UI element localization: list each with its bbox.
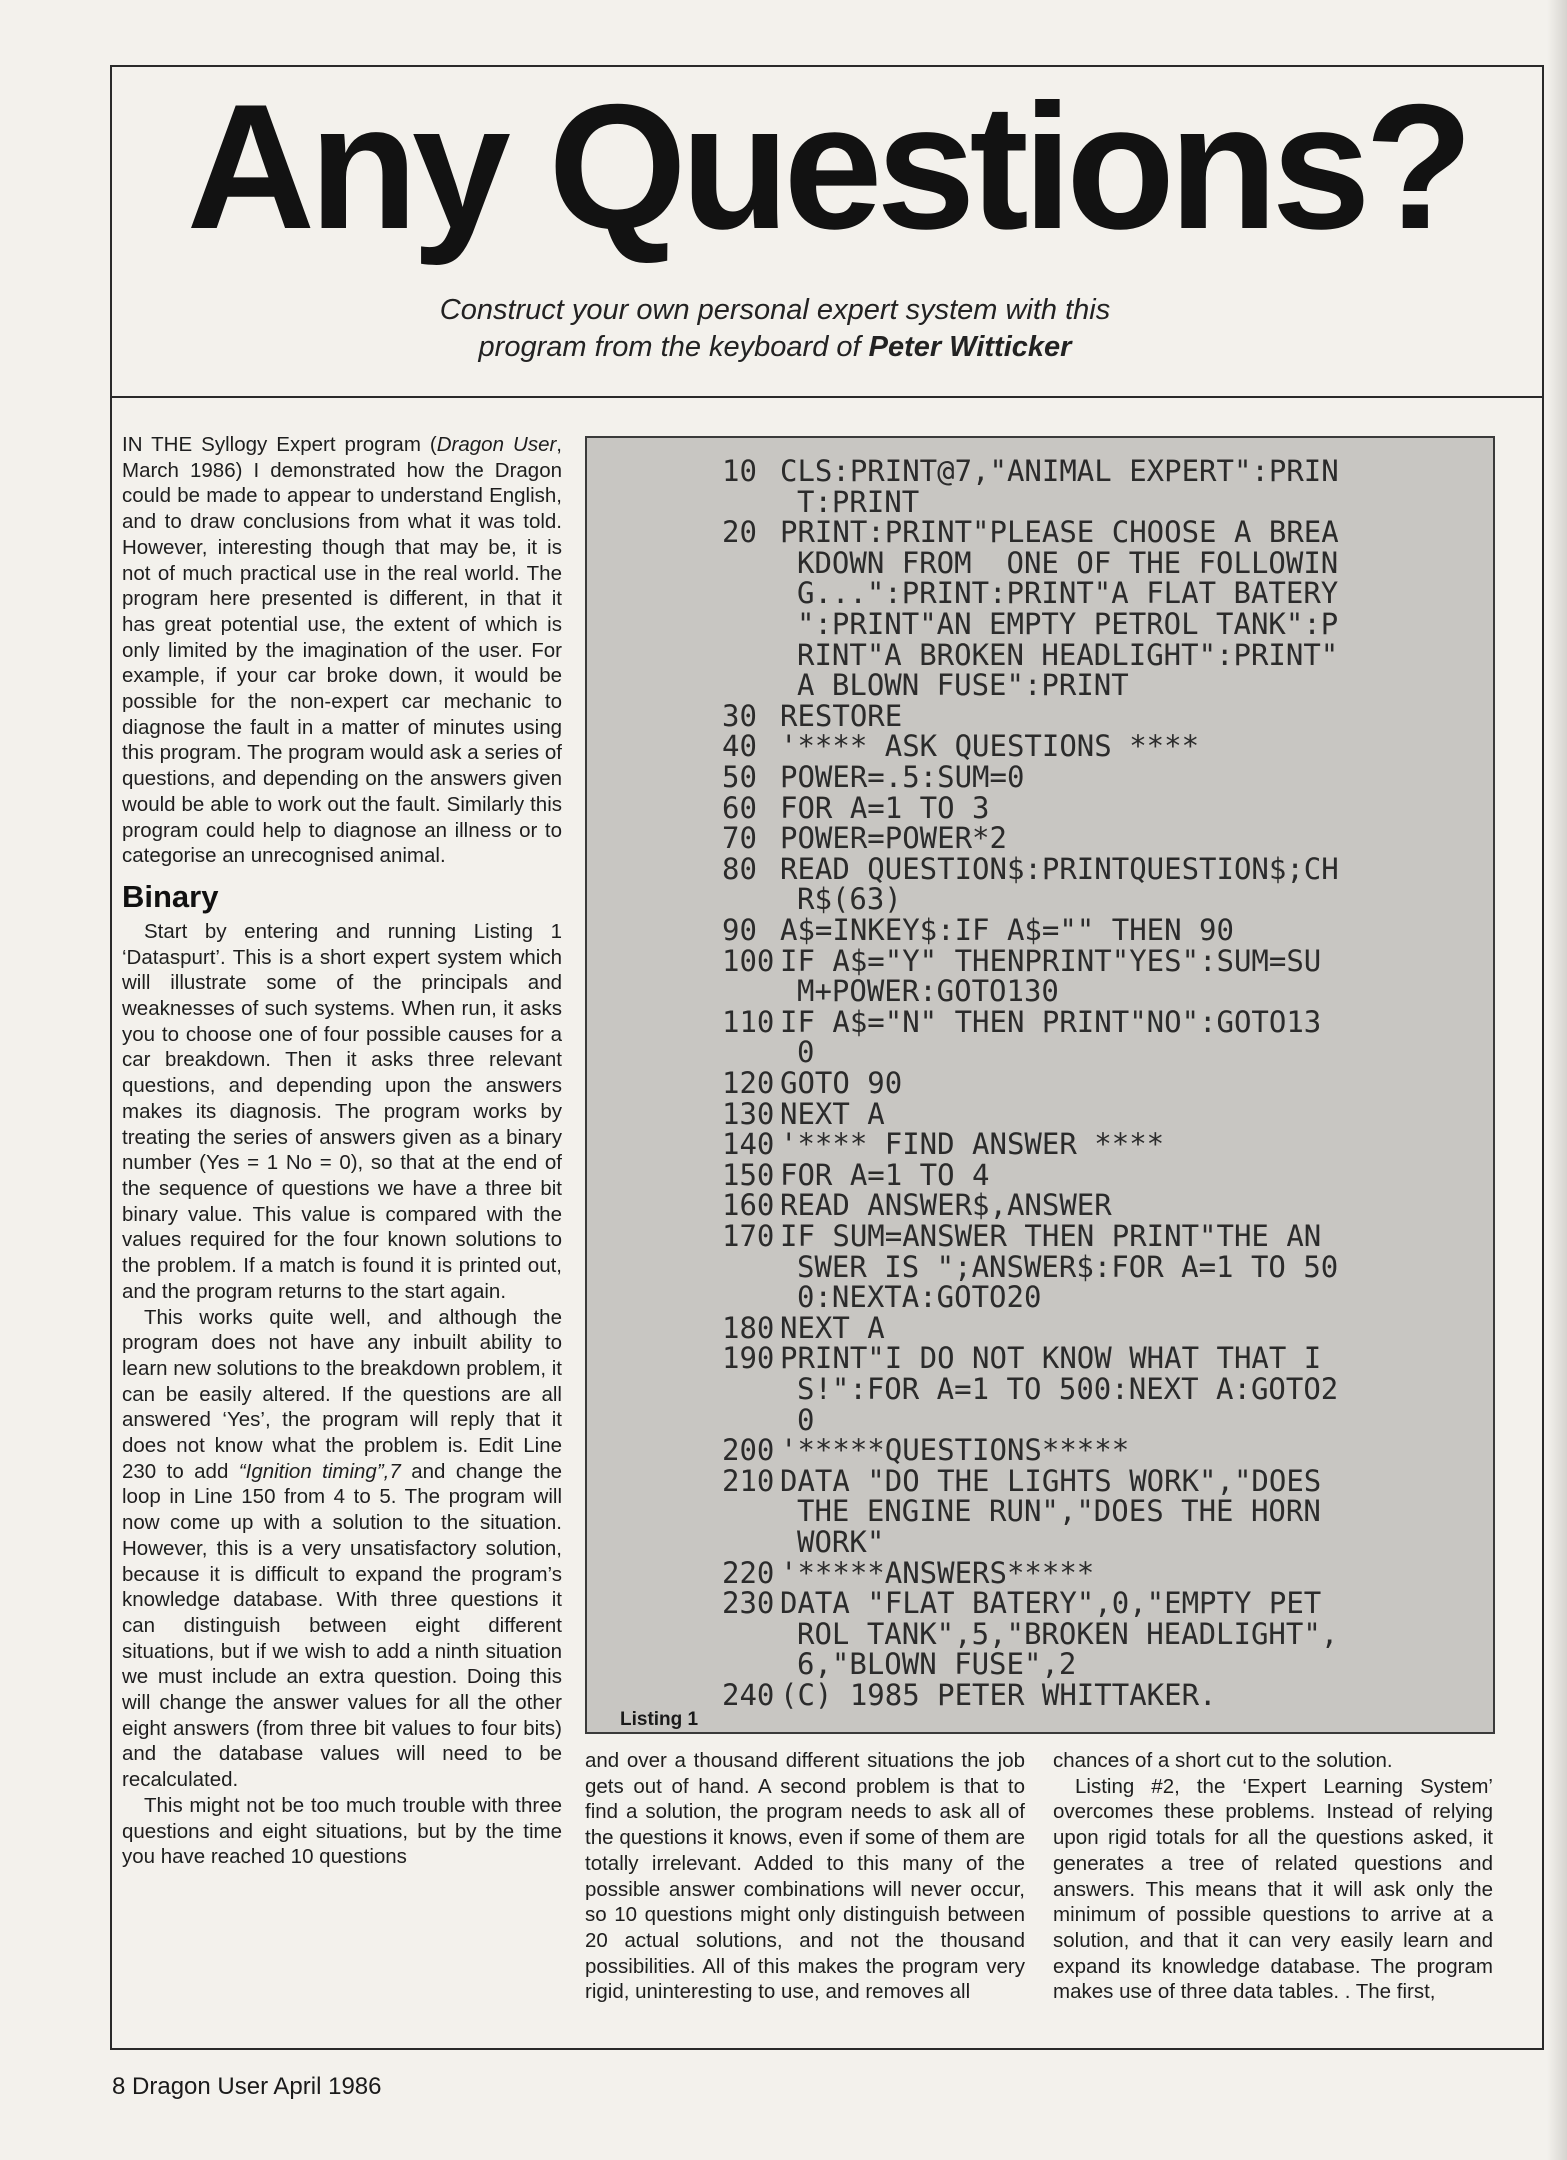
code-text: T:PRINT [797,484,920,519]
line-number: 120 [722,1066,775,1100]
intro-paragraph: IN THE Syllogy Expert program (Dragon User, March 1986) I demonstrated how the Dragon could be made to appear to understand English, and to draw conclusions from what it was told. However, interesting though that may be, it is not of much practical use in the real world. The program here presented is different, in that it has great potential use, the extent of which is only limited by the imagination of the user. For example, if your car broke down, it would be possible for the non-expert car mechanic to diagnose the fault in a matter of minutes using this program. The program would ask a series of questions, and depending on the answers given would be able to work out the fault. Similarly this program could help to diagnose an illness or to categorise an unrecognised animal. [122,433,562,868]
line-number: 50 [722,760,757,794]
line-number: 200 [722,1433,775,1468]
code-text: DATA "DO THE LIGHTS WORK","DOES [780,1463,1322,1498]
code-text: RESTORE [780,698,903,733]
line-number: 210 [722,1463,775,1498]
page-title: Any Questions? [186,67,1468,266]
code-text: IF A$="N" THEN PRINT"NO":GOTO13 [780,1004,1322,1039]
line-number: 100 [722,943,775,978]
line-number: 10 [722,454,757,488]
title-divider [110,396,1544,398]
code-text: NEXT A [780,1310,885,1345]
body-paragraph: chances of a short cut to the solution. [1053,1749,1393,1772]
code-text: IF A$="Y" THENPRINT"YES":SUM=SU [780,943,1322,978]
code-text: '*****QUESTIONS***** [780,1433,1130,1468]
body-paragraph: and over a thousand different situations the job gets out of hand. A second problem is that to find a solution, the program needs to ask all of the questions it knows, even if some of them are totally irrelevant. Added to this many of the possible answer combinations will never occur, so 10 questions might only distinguish between 20 actual solutions, and not the thousand possibilities. All of this makes the program very rigid, uninteresting to use, and removes all [585,1749,1025,2004]
section-heading: Binary [122,878,219,914]
code-text: A BLOWN FUSE":PRINT [797,668,1129,703]
line-number: 140 [722,1127,775,1162]
standfirst-line-1: Construct your own personal expert system with this [439,294,1111,326]
line-number: 130 [722,1096,775,1131]
code-text: A$=INKEY$:IF A$="" THEN 90 [780,913,1234,947]
code-text: 0 [797,1402,815,1437]
code-text: SWER IS ";ANSWER$:FOR A=1 TO 50 [797,1249,1339,1284]
code-text: FOR A=1 TO 3 [780,790,990,825]
code-text: FOR A=1 TO 4 [780,1157,990,1192]
code-text: PRINT"I DO NOT KNOW WHAT THAT I [780,1341,1322,1376]
code-text: READ QUESTION$:PRINTQUESTION$;CH [780,851,1339,886]
article-standfirst [300,292,1250,366]
body-paragraph: This might not be too much trouble with three questions and eight situations, but by the time you have reached 10 questions [122,1793,562,1869]
code-text: '**** FIND ANSWER **** [780,1127,1165,1162]
code-text: IF SUM=ANSWER THEN PRINT"THE AN [780,1219,1322,1253]
line-number: 150 [722,1157,775,1192]
code-listing-box [585,436,1495,1734]
code-text: POWER=POWER*2 [780,821,1007,856]
code-text: CLS:PRINT@7,"ANIMAL EXPERT":PRIN [780,454,1339,488]
code-text: NEXT A [780,1096,885,1131]
body-column-2 [585,1748,1025,2005]
code-text: 6,"BLOWN FUSE",2 [797,1647,1077,1682]
edit-example: “Ignition timing”,7 [238,1459,401,1483]
code-text: READ ANSWER$,ANSWER [780,1188,1112,1223]
code-text: (C) 1985 PETER WHITTAKER. [780,1678,1217,1712]
code-text: POWER=.5:SUM=0 [780,760,1025,794]
publication-ref: Dragon User [436,433,557,456]
line-number: 170 [722,1219,775,1253]
code-text: '**** ASK QUESTIONS **** [780,729,1200,764]
line-number: 110 [722,1004,775,1039]
line-number: 80 [722,851,757,886]
line-number: 220 [722,1555,775,1590]
code-text: GOTO 90 [780,1066,903,1100]
code-text: ":PRINT"AN EMPTY PETROL TANK":P [797,607,1339,641]
code-text: WORK" [797,1525,885,1559]
line-number: 190 [722,1341,775,1376]
code-text: ROL TANK",5,"BROKEN HEADLIGHT", [797,1616,1339,1651]
body-paragraph: Start by entering and running Listing 1 ‘Dataspurt’. This is a short expert system which will illustrate some of the principals and weaknesses of such systems. When run, it asks you to choose one of four possible causes for a car breakdown. Then it asks three relevant questions, and depending upon the answers makes its diagnosis. The program works by treating the series of answers given as a binary number (Yes = 1 No = 0), so that at the end of the sequence of questions we have a three bit binary value. This value is compared with the values required for the four known solutions to the problem. If a match is found it is printed out, and the program returns to the start again. [122,919,562,1303]
body-paragraph: Listing #2, the ‘Expert Learning System’ overcomes these problems. Instead of relying upon rigid totals for all the questions asked, it generates a tree of related questions and answers. This means that it will ask only the minimum of possible questions to arrive at a solution, and that it can very easily learn and expand its knowledge database. The program makes use of three data tables. . The first, [1053,1774,1493,2004]
body-paragraph: This works quite well, and although the program does not have any inbuilt ability to learn new solutions to the breakdown problem, it can be easily altered. If the questions are all answered ‘Yes’, the program will reply that it does not know what the problem is. Edit Line 230 to add “Ignition timing”,7 and change the loop in Line 150 from 4 to 5. The program will now come up with a solution to the situation. However, this is a very unsatisfactory solution, because it is difficult to expand the program’s knowledge database. With three questions it can distinguish between eight different situations, but if we wish to add a ninth situation we must include an extra question. Doing this will change the answer values for all the other eight answers (from three bit values to four bits) and the database values will need to be recalculated. [122,1305,563,1792]
code-text: THE ENGINE RUN","DOES THE HORN [797,1494,1321,1529]
code-text: S!":FOR A=1 TO 500:NEXT A:GOTO2 [797,1372,1339,1406]
code-text: RINT"A BROKEN HEADLIGHT":PRINT" [797,637,1339,672]
line-number: 230 [722,1586,775,1621]
line-number: 60 [722,790,757,825]
line-number: 180 [722,1310,775,1345]
listing-caption: Listing 1 [620,1709,699,1730]
page-edge-shadow [1547,0,1567,2160]
code-text: 0:NEXTA:GOTO20 [797,1280,1042,1315]
code-text: KDOWN FROM ONE OF THE FOLLOWIN [797,545,1339,580]
code-text: 0 [797,1035,815,1070]
line-number: 20 [722,515,757,550]
line-number: 240 [722,1678,775,1712]
standfirst-line-2: program from the keyboard of Peter Witticker [478,331,1072,363]
code-text: M+POWER:GOTO130 [797,974,1059,1009]
page-footer: 8 Dragon User April 1986 [112,2073,382,2100]
line-number: 40 [722,729,757,764]
body-column-3 [1053,1748,1493,2005]
code-text: PRINT:PRINT"PLEASE CHOOSE A BREA [780,515,1339,550]
code-text: DATA "FLAT BATERY",0,"EMPTY PET [780,1586,1322,1621]
code-text: G...":PRINT:PRINT"A FLAT BATERY [797,576,1339,611]
code-text: '*****ANSWERS***** [780,1555,1095,1590]
line-number: 30 [722,698,757,733]
line-number: 90 [722,913,757,947]
line-number: 70 [722,821,757,856]
code-text: R$(63) [797,882,902,917]
author-name: Peter Witticker [868,331,1072,363]
body-column-1 [122,432,562,1870]
line-number: 160 [722,1188,775,1223]
